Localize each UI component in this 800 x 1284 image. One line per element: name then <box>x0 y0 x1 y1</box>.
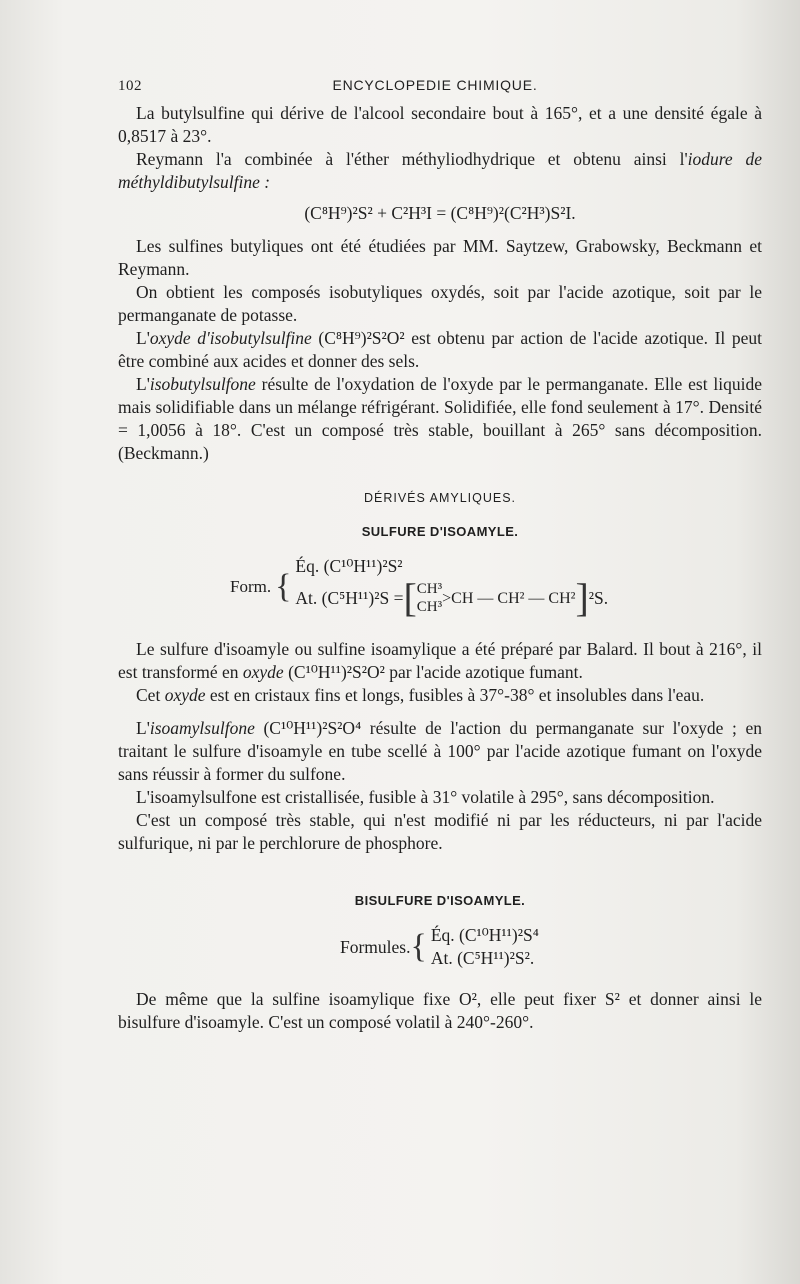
formula-rows <box>295 555 608 618</box>
page-content <box>118 74 762 1034</box>
ch3-stack: CH³ CH³ <box>416 581 443 615</box>
italic-term: isoamylsulfone <box>149 718 255 738</box>
paragraph-reymann: Reymann l'a combinée à l'éther méthyliodhydrique et obtenu ainsi l'iodure de méthyldibutylsulfine : <box>118 149 762 192</box>
italic-term: isobutylsulfone <box>149 374 256 394</box>
formula-sulfure-isoamyle <box>230 555 762 618</box>
italic-term: oxyde d'isobutylsulfine <box>149 328 312 348</box>
brace-glyph: { <box>275 567 292 605</box>
formula-row-at: At. (C⁵H¹¹)²S = [ CH³ CH³ >CH — CH² — CH² ] ²S. <box>295 575 609 620</box>
paragraph-butylsulfine: La butylsulfine qui dérive de l'alcool secondaire bout à 165°, et a une densité égale à 0,8517 à 23°. <box>118 103 762 146</box>
paragraph-isobutylsulfone: L'isobutylsulfone résulte de l'oxydation de l'oxyde par le permanganate. Elle est liquide mais solidifiable dans un mélange réfrigérant. Solidifiée, elle fond seulement à 17°. Densité = 1,0056 à 18°. C'est un composé très stable, bouillant à 265° sans décomposition. (Beckmann.) <box>118 374 762 463</box>
page-number: 102 <box>118 78 142 94</box>
subheading-sulfure-isoamyle: SULFURE D'ISOAMYLE. <box>361 524 519 539</box>
paragraph-cristallisee: L'isoamylsulfone est cristallisée, fusible à 31° volatile à 295°, sans décomposition. <box>136 787 715 807</box>
formula-label: Form. <box>230 577 272 596</box>
paragraph-isoamylsulfone: L'isoamylsulfone (C¹⁰H¹¹)²S²O⁴ résulte de l'action du permanganate sur l'oxyde ; en traitant le sulfure d'isoamyle en tube scellé à 100° par l'acide azotique fumant on l'oxyde sans réussir à former du sulfone. <box>118 718 762 784</box>
paragraph-balard: Le sulfure d'isoamyle ou sulfine isoamylique a été préparé par Balard. Il bout à 216°, il est transformé en oxyde (C¹⁰H¹¹)²S²O² par l'acide azotique fumant. <box>118 639 762 682</box>
running-title: ENCYCLOPEDIE CHIMIQUE. <box>332 77 538 93</box>
italic-term: oxyde <box>164 685 206 705</box>
paragraph-sulfines-butyliques: Les sulfines butyliques ont été étudiées par MM. Saytzew, Grabowsky, Beckmann et Reymann. <box>118 236 762 279</box>
italic-term: iodure de méthyldibutylsulfine : <box>118 149 762 192</box>
subheading-bisulfure-isoamyle: BISULFURE D'ISOAMYLE. <box>354 893 526 908</box>
formula-bisulfure <box>340 924 762 970</box>
italic-term: oxyde <box>242 662 284 682</box>
paragraph-stable: C'est un composé très stable, qui n'est modifié ni par les réducteurs, ni par l'acide sulfurique, ni par le perchlorure de phosphore. <box>118 810 762 853</box>
formula-row-eq: Éq. (C¹⁰H¹¹)²S² <box>295 556 403 576</box>
formula-rows: Éq. (C¹⁰H¹¹)²S⁴ At. (C⁵H¹¹)²S². <box>430 925 539 968</box>
paragraph-cristaux: Cet oxyde est en cristaux fins et longs, fusibles à 37°-38° et insolubles dans l'eau. <box>136 685 705 705</box>
paragraph-bisulfure: De même que la sulfine isoamylique fixe O², elle peut fixer S² et donner ainsi le bisulfure d'isoamyle. C'est un composé volatil à 240°-260°. <box>118 989 762 1032</box>
bracket-close: ] <box>575 575 589 620</box>
equation-iodure: (C⁸H⁹)²S² + C²H³I = (C⁸H⁹)²(C²H³)S²I. <box>304 203 576 223</box>
paragraph-isobutyliques: On obtient les composés isobutyliques oxydés, soit par l'acide azotique, soit par le permanganate de potasse. <box>118 282 762 325</box>
brace-glyph: { <box>410 928 427 965</box>
paragraph-oxyde-isobutylsulfine: L'oxyde d'isobutylsulfine (C⁸H⁹)²S²O² est obtenu par action de l'acide azotique. Il peut être combiné aux acides et donner des sels. <box>118 328 763 371</box>
section-heading-derives-amyliques: DÉRIVÉS AMYLIQUES. <box>363 491 517 505</box>
running-head <box>118 74 762 98</box>
formula-label: Formules. <box>340 936 411 957</box>
bracket-open: [ <box>403 575 417 620</box>
